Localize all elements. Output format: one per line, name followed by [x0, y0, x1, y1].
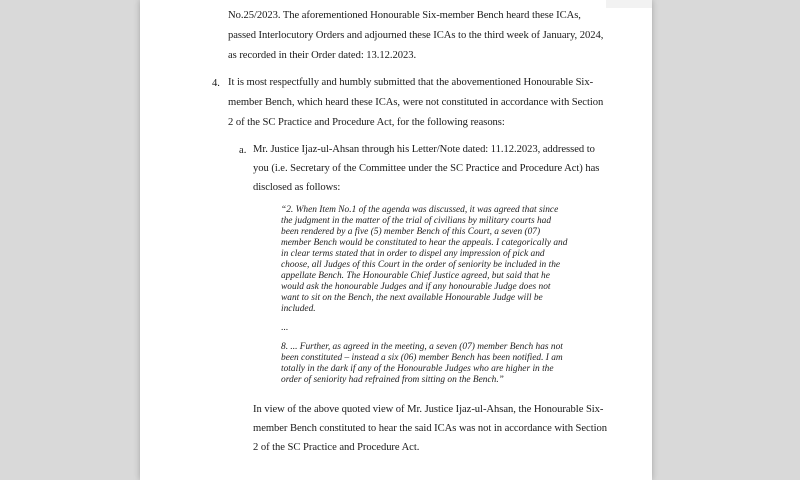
quote-line: totally in the dark if any of the Honourable Judges who are higher in the	[281, 364, 554, 374]
text-line: In view of the above quoted view of Mr. Justice Ijaz-ul-Ahsan, the Honourable Six-	[253, 404, 604, 415]
text-line: 2 of the SC Practice and Procedure Act.	[253, 442, 420, 453]
quote-line: 8. ... Further, as agreed in the meeting, a seven (07) member Bench has not	[281, 342, 563, 352]
text-line: disclosed as follows:	[253, 182, 341, 193]
text-line: No.25/2023. The aforementioned Honourable Six-member Bench heard these ICAs,	[228, 10, 581, 21]
quote-line: in clear terms stated that in order to dispel any impression of pick and	[281, 249, 545, 259]
text-line: member Bench constituted to hear the said ICAs was not in accordance with Section	[253, 423, 607, 434]
quote-line: choose, all Judges of this Court in the order of seniority be included in the	[281, 260, 561, 270]
text-line: It is most respectfully and humbly submitted that the abovementioned Honourable Six-	[228, 77, 594, 88]
text-line: member Bench, which heard these ICAs, were not constituted in accordance with Section	[228, 97, 604, 108]
quote-line: been rendered by a five (5) member Bench of this Court, a seven (07)	[281, 227, 541, 237]
quote-line: been constituted – instead a six (06) member Bench has been notified. I am	[281, 353, 563, 363]
ellipsis: ...	[281, 323, 289, 333]
text-line: as recorded in their Order dated: 13.12.2023.	[228, 50, 417, 61]
sub-point-label: a.	[239, 145, 247, 156]
text-line: Mr. Justice Ijaz-ul-Ahsan through his Letter/Note dated: 11.12.2023, addressed to	[253, 144, 595, 155]
quote-line: order of seniority had refrained from sitting on the Bench.”	[281, 375, 504, 385]
quote-line: “2. When Item No.1 of the agenda was discussed, it was agreed that since	[281, 205, 559, 215]
quote-line: included.	[281, 304, 316, 314]
text-line: 2 of the SC Practice and Procedure Act, for the following reasons:	[228, 117, 505, 128]
page-edge	[606, 0, 652, 8]
quote-line: would ask the honourable Judges and if any honourable Judge does not	[281, 282, 551, 292]
text-line: passed Interlocutory Orders and adjourned these ICAs to the third week of January, 2024,	[228, 30, 604, 41]
quote-line: member Bench would be constituted to hear the appeals. I categorically and	[281, 238, 568, 248]
paragraph-number: 4.	[212, 78, 220, 89]
text-line: you (i.e. Secretary of the Committee under the SC Practice and Procedure Act) has	[253, 163, 600, 174]
quote-line: the judgment in the matter of the trial of civilians by military courts had	[281, 216, 552, 226]
quote-line: want to sit on the Bench, the next available Honourable Judge will be	[281, 293, 543, 303]
quote-line: appellate Bench. The Honourable Chief Justice agreed, but said that he	[281, 271, 550, 281]
